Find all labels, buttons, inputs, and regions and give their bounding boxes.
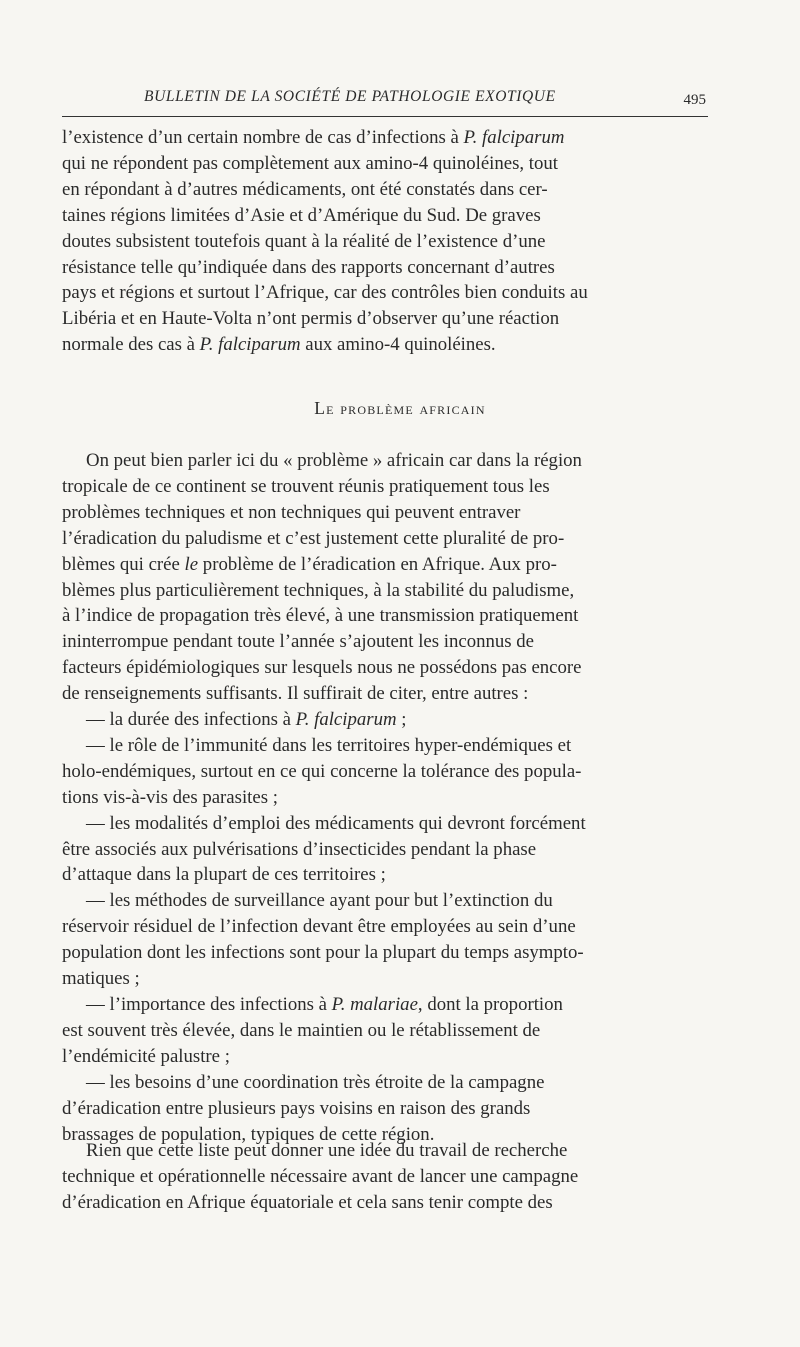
text-line: d’éradication en Afrique équatoriale et cela sans tenir compte des bbox=[62, 1191, 553, 1213]
text-line: problèmes techniques et non techniques qui peuvent entraver bbox=[62, 501, 521, 523]
text-line: l’éradication du paludisme et c’est justement cette pluralité de pro- bbox=[62, 527, 565, 549]
factor-list bbox=[62, 707, 708, 1147]
paragraph-african-problem bbox=[62, 448, 708, 707]
text-line: ininterrompue pendant toute l’année s’ajoutent les inconnus de bbox=[62, 631, 534, 653]
text-line: Rien que cette liste peut donner une idée du travail de recherche bbox=[86, 1140, 568, 1161]
section-heading: Le problème africain bbox=[314, 398, 486, 418]
text-line: Libéria et en Haute-Volta n’ont permis d’observer qu’une réaction bbox=[62, 308, 560, 330]
text-line: matiques ; bbox=[62, 968, 140, 990]
text-line: de renseignements suffisants. Il suffirait de citer, entre autres : bbox=[62, 683, 529, 705]
text-line: blèmes plus particulièrement techniques, à la stabilité du paludisme, bbox=[62, 579, 575, 601]
text-line: tropicale de ce continent se trouvent réunis pratiquement tous les bbox=[62, 475, 550, 497]
text-line: holo-endémiques, surtout en ce qui concerne la tolérance des popula- bbox=[62, 760, 582, 782]
text-line: est souvent très élevée, dans le maintien ou le rétablissement de bbox=[62, 1019, 541, 1041]
text-line: d’éradication entre plusieurs pays voisins en raison des grands bbox=[62, 1097, 531, 1119]
text-line: l’endémicité palustre ; bbox=[62, 1045, 230, 1067]
text-line: pays et régions et surtout l’Afrique, car des contrôles bien conduits au bbox=[62, 282, 588, 304]
text-line: taines régions limitées d’Asie et d’Amérique du Sud. De graves bbox=[62, 204, 541, 226]
text-line: brassages de population, typiques de cette région. bbox=[62, 1123, 435, 1145]
text-line: réservoir résiduel de l’infection devant être employées au sein d’une bbox=[62, 916, 576, 938]
text-line: résistance telle qu’indiquée dans des rapports concernant d’autres bbox=[62, 256, 555, 278]
paragraph-intro bbox=[62, 125, 708, 358]
list-item: — les modalités d’emploi des médicaments qui devront forcément bbox=[86, 812, 586, 834]
list-item: — les méthodes de surveillance ayant pour but l’extinction du bbox=[86, 890, 553, 912]
text-line: technique et opérationnelle nécessaire avant de lancer une campagne bbox=[62, 1165, 579, 1187]
text-line: population dont les infections sont pour la plupart du temps asympto- bbox=[62, 942, 584, 964]
list-item: — l’importance des infections à P. malariae, dont la proportion bbox=[86, 993, 563, 1015]
running-title: BULLETIN DE LA SOCIÉTÉ DE PATHOLOGIE EXOTIQUE bbox=[144, 88, 556, 105]
text-line: blèmes qui crée le problème de l’éradication en Afrique. Aux pro- bbox=[62, 553, 557, 575]
text-line: qui ne répondent pas complètement aux amino-4 quinoléines, tout bbox=[62, 152, 559, 174]
text-line: facteurs épidémiologiques sur lesquels nous ne possédons pas encore bbox=[62, 657, 582, 679]
text-line: à l’indice de propagation très élevé, à une transmission pratiquement bbox=[62, 605, 579, 627]
paragraph-conclusion bbox=[62, 1138, 708, 1216]
text-line: On peut bien parler ici du « problème » africain car dans la région bbox=[86, 450, 582, 471]
list-item: — les besoins d’une coordination très étroite de la campagne bbox=[86, 1071, 545, 1093]
list-item: — la durée des infections à P. falciparum ; bbox=[86, 709, 407, 730]
text-line: normale des cas à P. falciparum aux amino-4 quinoléines. bbox=[62, 334, 496, 356]
text-line: en répondant à d’autres médicaments, ont été constatés dans cer- bbox=[62, 178, 548, 200]
text-line: d’attaque dans la plupart de ces territoires ; bbox=[62, 864, 386, 886]
text-line: être associés aux pulvérisations d’insecticides pendant la phase bbox=[62, 838, 537, 860]
running-header bbox=[62, 86, 708, 117]
text-line: tions vis-à-vis des parasites ; bbox=[62, 786, 278, 808]
text-line: doutes subsistent toutefois quant à la réalité de l’existence d’une bbox=[62, 230, 546, 252]
list-item: — le rôle de l’immunité dans les territoires hyper-endémiques et bbox=[86, 734, 572, 756]
text-line: l’existence d’un certain nombre de cas d’infections à P. falciparum bbox=[62, 127, 565, 148]
page-number: 495 bbox=[683, 92, 706, 108]
